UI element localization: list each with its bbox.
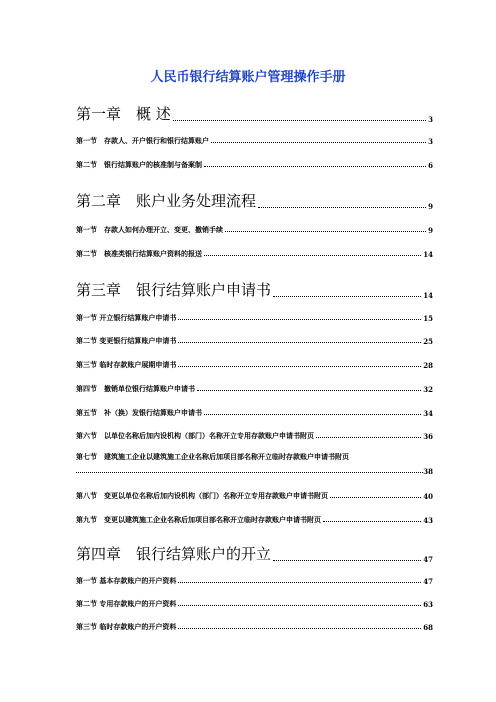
toc-page-number: 63	[423, 600, 433, 609]
toc-section-label: 第二节 核准类银行结算账户资料的报送	[76, 249, 202, 258]
toc-page-number: 14	[423, 250, 433, 259]
toc-chapter-1[interactable]	[76, 103, 433, 124]
dot-leader	[178, 628, 421, 629]
toc-page-number: 15	[423, 314, 433, 323]
toc-page-number: 14	[423, 291, 433, 300]
toc-section[interactable]	[76, 336, 433, 346]
toc-page-number: 36	[423, 432, 433, 441]
dot-leader	[273, 296, 421, 297]
dot-leader	[178, 342, 421, 343]
toc-section-label: 第一节 存款人、开户银行和银行结算账户	[76, 136, 209, 145]
toc-chapter-4[interactable]	[76, 543, 433, 564]
toc-section-label: 第五节 补（换）发银行结算账户申请书	[76, 408, 202, 417]
toc-section-label: 第二节 银行结算账户的核准制与备案制	[76, 160, 202, 169]
toc-section-label: 第四节 撤销单位银行结算账户申请书	[76, 384, 195, 393]
page-title: 人民币银行结算账户管理操作手册	[150, 70, 346, 85]
toc-page-number: 6	[428, 161, 433, 170]
toc-section[interactable]	[76, 313, 433, 323]
toc-section-label: 第六节 以单位名称后加内设机构（部门）名称开立专用存款账户申请书附页	[76, 431, 314, 440]
toc-section[interactable]	[76, 384, 433, 394]
dot-leader	[323, 521, 421, 522]
dot-leader	[273, 560, 421, 561]
dot-leader	[197, 390, 421, 391]
dot-leader	[178, 319, 421, 320]
dot-leader	[178, 582, 421, 583]
toc-section[interactable]	[76, 599, 433, 609]
dot-leader	[204, 166, 426, 167]
toc-section[interactable]	[76, 225, 433, 235]
toc-section[interactable]	[76, 249, 433, 259]
toc-section-label: 第九节 变更以建筑施工企业名称后加项目部名称开立临时存款账户申请书附页	[76, 515, 321, 524]
toc-chapter-label: 第一章 概 述	[76, 105, 171, 123]
toc-page-number: 32	[423, 385, 433, 394]
toc-page-number: 47	[423, 577, 433, 586]
toc-chapter-label: 第二章 账户业务处理流程	[76, 192, 257, 210]
toc-section-label: 第二节 专用存款账户的开户资料	[76, 599, 177, 608]
toc-page-number: 3	[428, 115, 433, 124]
dot-leader	[204, 414, 421, 415]
dot-leader	[225, 231, 426, 232]
dot-leader	[204, 255, 421, 256]
toc-section-label: 第一节 基本存款账户的开户资料	[76, 576, 177, 585]
toc-page-number: 40	[423, 492, 433, 501]
dot-leader	[316, 437, 421, 438]
dot-leader	[330, 497, 421, 498]
toc-section-label: 第三节 临时存款账户的开户资料	[76, 622, 177, 631]
dot-leader	[76, 472, 423, 473]
toc-section-label: 第七节 建筑施工企业以建筑施工企业名称后加项目部名称开立临时存款账户申请书附页	[76, 452, 349, 461]
dot-leader	[173, 120, 426, 121]
toc-section[interactable]	[76, 136, 433, 146]
toc-page-number: 9	[428, 226, 433, 235]
toc-section-label: 第八节 变更以单位名称后加内设机构（部门）名称开立专用存款账户申请书附页	[76, 491, 328, 500]
toc-page-number: 47	[423, 555, 433, 564]
toc-section[interactable]	[76, 160, 433, 170]
toc-section-label: 第一节 存款人如何办理开立、变更、撤销手续	[76, 225, 223, 234]
toc-section[interactable]	[76, 408, 433, 418]
dot-leader	[178, 605, 421, 606]
toc-chapter-2[interactable]	[76, 190, 433, 211]
toc-page-number: 34	[423, 409, 433, 418]
toc-chapter-label: 第三章 银行结算账户申请书	[76, 281, 272, 299]
toc-section[interactable]	[76, 452, 433, 476]
toc-section[interactable]	[76, 622, 433, 632]
toc-chapter-label: 第四章 银行结算账户的开立	[76, 545, 272, 563]
dot-leader	[258, 207, 426, 208]
toc-section[interactable]	[76, 360, 433, 370]
toc-page-number: 3	[428, 137, 433, 146]
dot-leader	[211, 142, 426, 143]
toc-section[interactable]	[76, 491, 433, 501]
toc-page-number: 9	[428, 202, 433, 211]
toc-chapter-3[interactable]	[76, 279, 433, 300]
toc-page-number: 25	[423, 337, 433, 346]
toc-section-label: 第三节 临时存款账户展期申请书	[76, 360, 177, 369]
dot-leader	[178, 366, 421, 367]
toc-page-number: 68	[423, 623, 433, 632]
toc-page-number: 43	[423, 516, 433, 525]
toc-section[interactable]	[76, 515, 433, 525]
toc-section[interactable]	[76, 431, 433, 441]
toc-section-label: 第一节 开立银行结算账户申请书	[76, 313, 177, 322]
toc-page-number: 38	[423, 467, 433, 476]
toc-page-number: 28	[423, 361, 433, 370]
toc-section[interactable]	[76, 576, 433, 586]
toc-section-label: 第二节 变更银行结算账户申请书	[76, 336, 177, 345]
